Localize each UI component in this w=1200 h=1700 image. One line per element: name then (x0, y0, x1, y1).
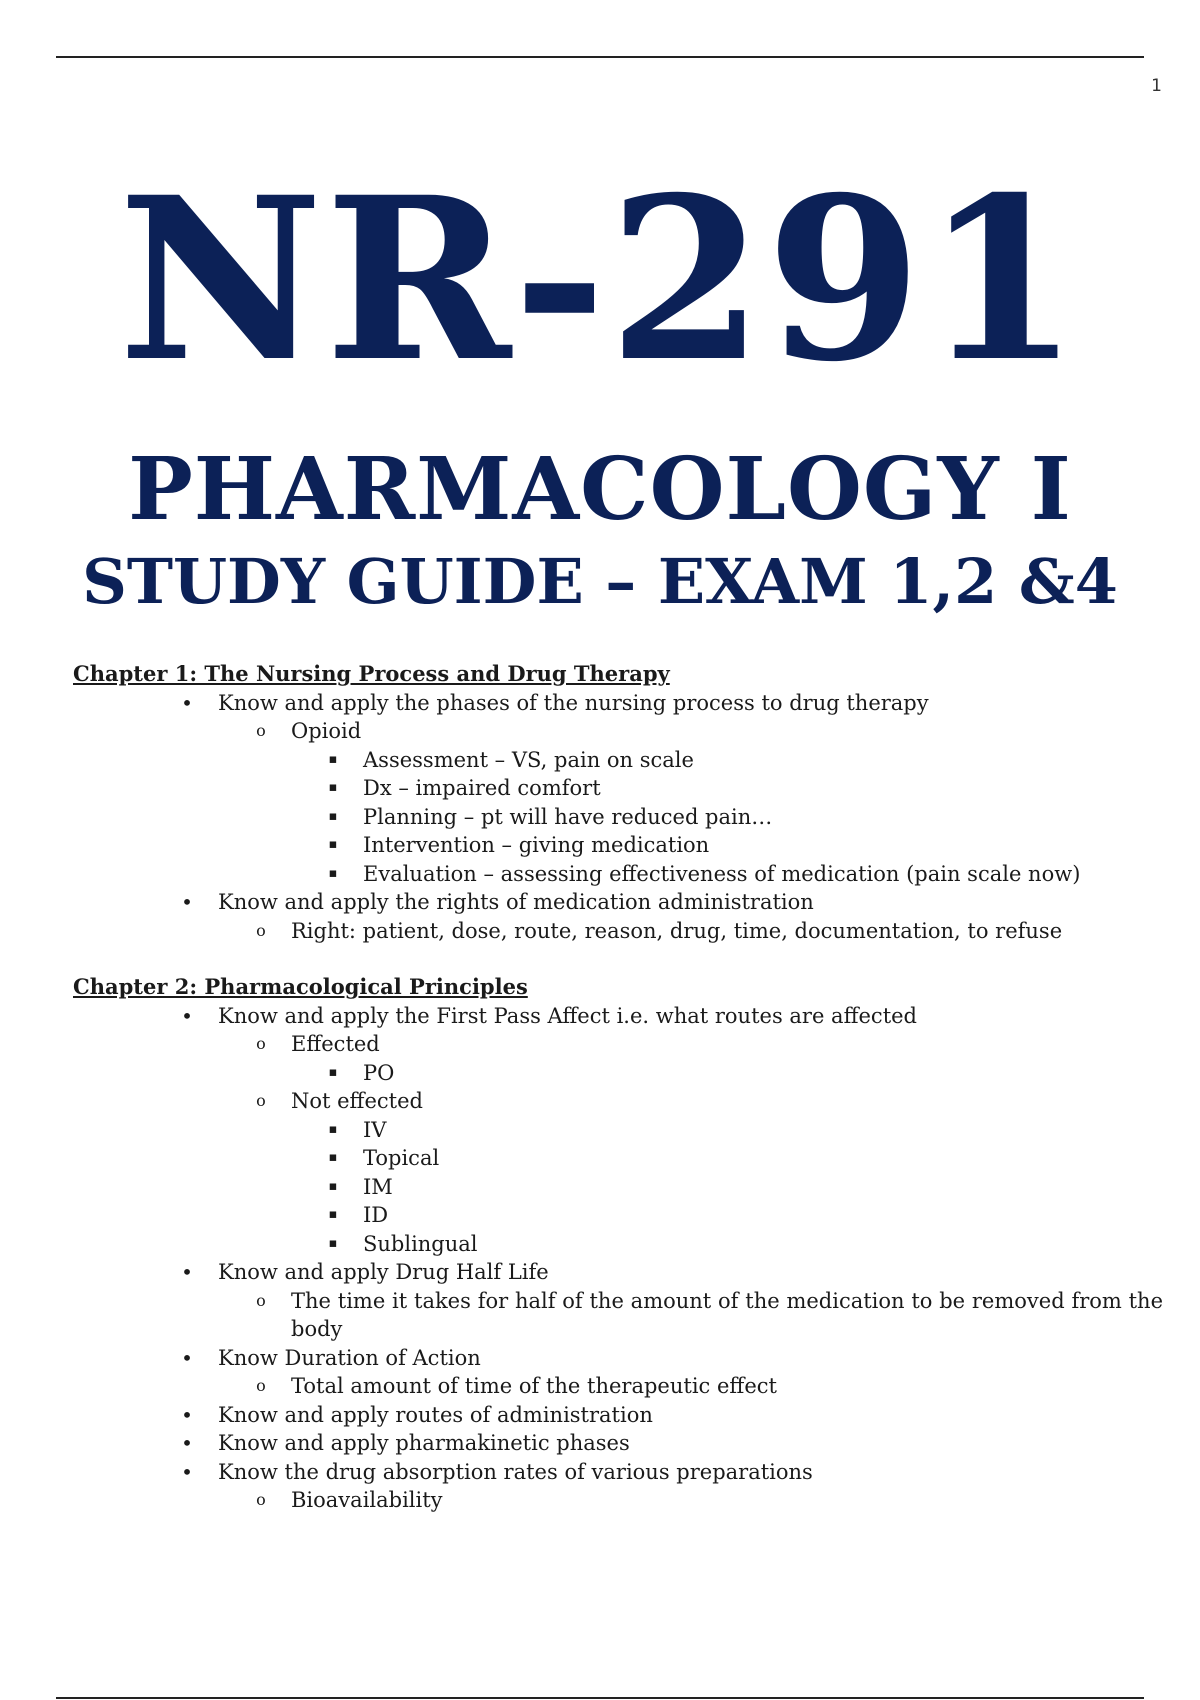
square-bullet-icon: ▪ (328, 1064, 338, 1080)
chapter-1-list (73, 689, 1163, 946)
list-item (73, 1230, 1163, 1259)
square-bullet-icon: ▪ (328, 1235, 338, 1251)
list-item-text: Evaluation – assessing effectiveness of medication (pain scale now) (363, 861, 1081, 886)
list-item (73, 831, 1163, 860)
square-bullet-icon: ▪ (328, 1121, 338, 1137)
list-item-text: Know Duration of Action (218, 1345, 481, 1370)
circle-bullet-icon: o (256, 920, 266, 940)
list-item (73, 746, 1163, 775)
list-item-text: Know the drug absorption rates of various preparations (218, 1459, 813, 1484)
bullet-icon: • (181, 1260, 193, 1284)
list-item-text: Opioid (291, 719, 362, 743)
list-item (73, 717, 1163, 746)
square-bullet-icon: ▪ (328, 1207, 338, 1222)
bullet-icon: • (181, 1459, 193, 1484)
list-item-text: Dx – impaired comfort (363, 776, 601, 800)
square-bullet-icon: ▪ (328, 865, 338, 881)
footer-rule (56, 1697, 1144, 1699)
course-name-title: PHARMACOLOGY I (128, 439, 1072, 540)
circle-bullet-icon: o (256, 1376, 266, 1395)
list-item-text: Total amount of time of the therapeutic effect (291, 1374, 777, 1398)
list-item-text: Right: patient, dose, route, reason, drug, time, documentation, to refuse (291, 918, 1063, 943)
list-item (73, 1372, 1163, 1401)
list-item (73, 803, 1163, 832)
list-item (73, 1344, 1163, 1373)
circle-bullet-icon: o (256, 721, 266, 740)
bullet-icon: • (181, 1003, 193, 1028)
square-bullet-icon: ▪ (328, 1150, 338, 1165)
study-guide-title: STUDY GUIDE – EXAM 1,2 &4 (82, 545, 1118, 618)
course-code-title: NR-291 (118, 148, 1082, 411)
list-item (73, 1173, 1163, 1202)
list-item-text: Know and apply pharmakinetic phases (218, 1431, 630, 1455)
document-body (73, 660, 1163, 1515)
list-item (73, 689, 1163, 718)
list-item-text: IM (363, 1174, 393, 1199)
list-item (73, 1401, 1163, 1430)
list-item (73, 1144, 1163, 1173)
list-item-text: Bioavailability (291, 1488, 443, 1512)
square-bullet-icon: ▪ (328, 1178, 338, 1194)
bullet-icon: • (181, 1402, 193, 1427)
list-item (73, 1059, 1163, 1088)
list-item-text: The time it takes for half of the amount of the medication to be removed from the body (291, 1288, 1163, 1341)
list-item (73, 1486, 1163, 1515)
list-item (73, 1287, 1163, 1344)
list-item (73, 774, 1163, 803)
list-item (73, 1458, 1163, 1487)
list-item-text: Know and apply the rights of medication administration (218, 890, 814, 914)
section-spacer (73, 945, 1163, 973)
chapter-2-heading: Chapter 2: Pharmacological Principles (73, 974, 528, 999)
list-item-text: Topical (363, 1146, 440, 1170)
list-item (73, 1002, 1163, 1031)
chapter-2-list (73, 1002, 1163, 1515)
circle-bullet-icon: o (256, 1091, 266, 1110)
square-bullet-icon: ▪ (328, 780, 338, 795)
list-item (73, 1429, 1163, 1458)
list-item-text: PO (363, 1060, 395, 1085)
page-number: 1 (1151, 76, 1162, 96)
list-item-text: Know and apply Drug Half Life (218, 1260, 549, 1284)
square-bullet-icon: ▪ (328, 751, 338, 767)
title-block (0, 148, 1200, 622)
list-item (73, 1116, 1163, 1145)
list-item (73, 917, 1163, 946)
square-bullet-icon: ▪ (328, 808, 338, 824)
list-item-text: Not effected (291, 1089, 423, 1113)
list-item-text: ID (363, 1203, 389, 1227)
list-item-text: Assessment – VS, pain on scale (363, 747, 694, 772)
square-bullet-icon: ▪ (328, 837, 338, 852)
list-item (73, 888, 1163, 917)
header-rule (56, 56, 1144, 58)
bullet-icon: • (181, 1345, 193, 1370)
list-item-text: Sublingual (363, 1231, 478, 1256)
list-item (73, 860, 1163, 889)
chapter-1-heading: Chapter 1: The Nursing Process and Drug Therapy (73, 661, 670, 686)
list-item-text: IV (363, 1117, 387, 1142)
list-item-text: Know and apply the First Pass Affect i.e. what routes are affected (218, 1003, 917, 1028)
bullet-icon: • (181, 890, 193, 914)
list-item (73, 1258, 1163, 1287)
circle-bullet-icon: o (256, 1290, 266, 1310)
circle-bullet-icon: o (256, 1034, 266, 1053)
list-item-text: Intervention – giving medication (363, 833, 710, 857)
list-item-text: Planning – pt will have reduced pain… (363, 804, 773, 829)
bullet-icon: • (181, 1431, 193, 1455)
list-item (73, 1201, 1163, 1230)
bullet-icon: • (181, 690, 193, 715)
list-item-text: Know and apply the phases of the nursing process to drug therapy (218, 690, 929, 715)
list-item-text: Know and apply routes of administration (218, 1402, 653, 1427)
list-item (73, 1087, 1163, 1116)
list-item-text: Effected (291, 1032, 380, 1056)
list-item (73, 1030, 1163, 1059)
circle-bullet-icon: o (256, 1490, 266, 1509)
